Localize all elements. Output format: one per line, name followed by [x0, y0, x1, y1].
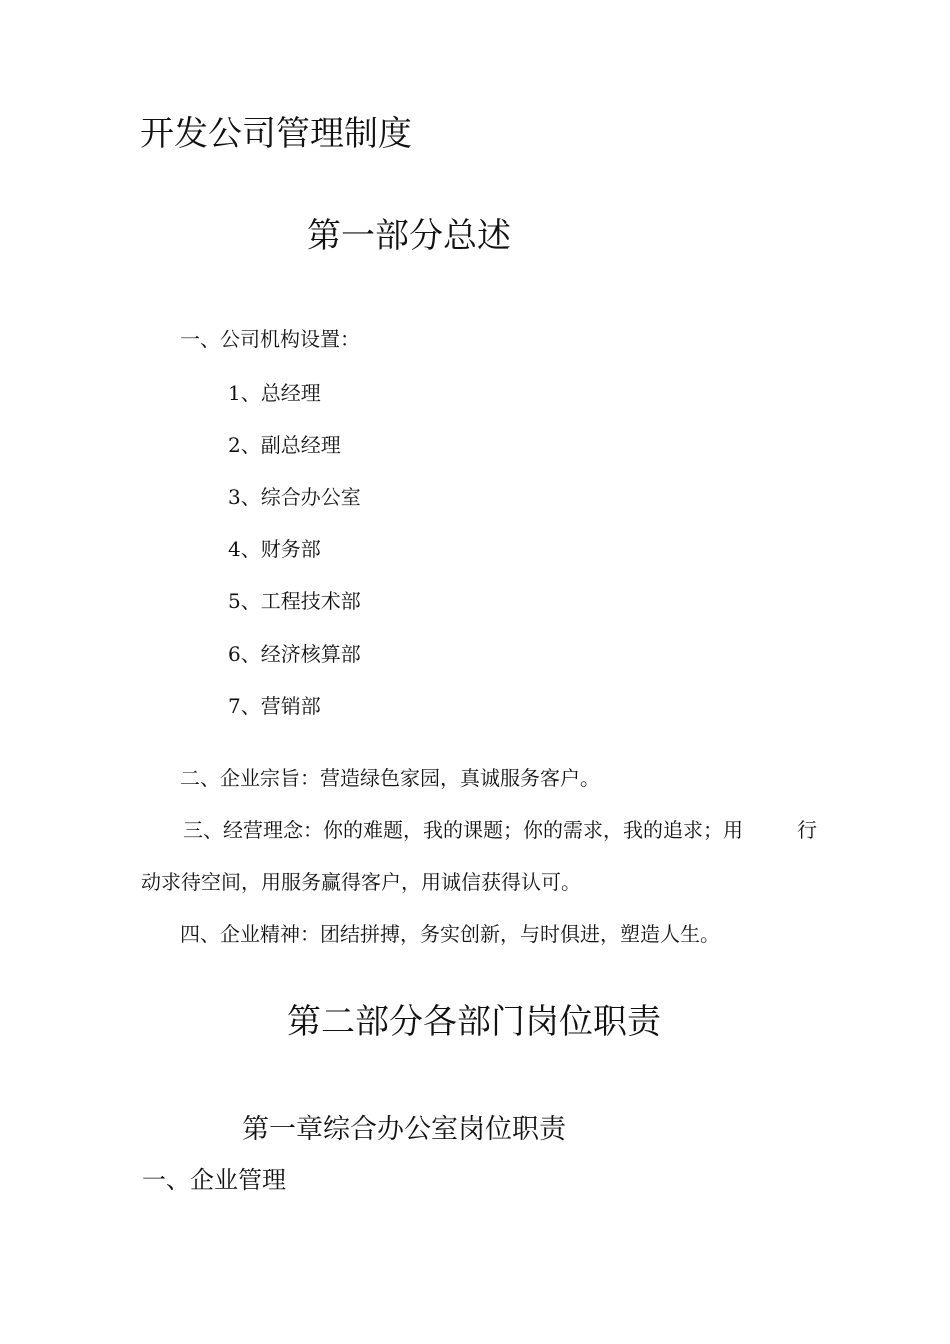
section-purpose: 二、企业宗旨：营造绿色家园，真诚服务客户。	[180, 766, 600, 790]
list-item: 1、总经理	[228, 381, 321, 405]
section-org-structure-heading: 一、公司机构设置：	[180, 327, 360, 351]
part-two-title: 第二部分各部门岗位职责	[287, 1002, 661, 1042]
list-item: 4、财务部	[228, 537, 321, 561]
part-one-title: 第一部分总述	[307, 216, 511, 256]
section-philosophy-main: 三、经营理念：你的难题，我的课题；你的需求，我的追求；用	[183, 818, 743, 842]
list-item: 7、营销部	[228, 694, 321, 718]
list-item: 5、工程技术部	[228, 589, 361, 613]
section-philosophy-end: 行	[797, 818, 817, 842]
list-item: 6、经济核算部	[228, 642, 361, 666]
list-item: 2、副总经理	[228, 433, 341, 457]
chapter-one-title: 第一章综合办公室岗位职责	[242, 1114, 566, 1145]
section-philosophy-line-2: 动求待空间，用服务赢得客户，用诚信获得认可。	[141, 870, 581, 894]
section-spirit: 四、企业精神：团结拼搏，务实创新，与时俱进，塑造人生。	[180, 922, 720, 946]
section-philosophy-line-1	[183, 820, 817, 840]
list-item: 3、综合办公室	[228, 485, 361, 509]
document-title: 开发公司管理制度	[140, 114, 412, 154]
subsection-enterprise-management: 一、企业管理	[142, 1166, 286, 1194]
